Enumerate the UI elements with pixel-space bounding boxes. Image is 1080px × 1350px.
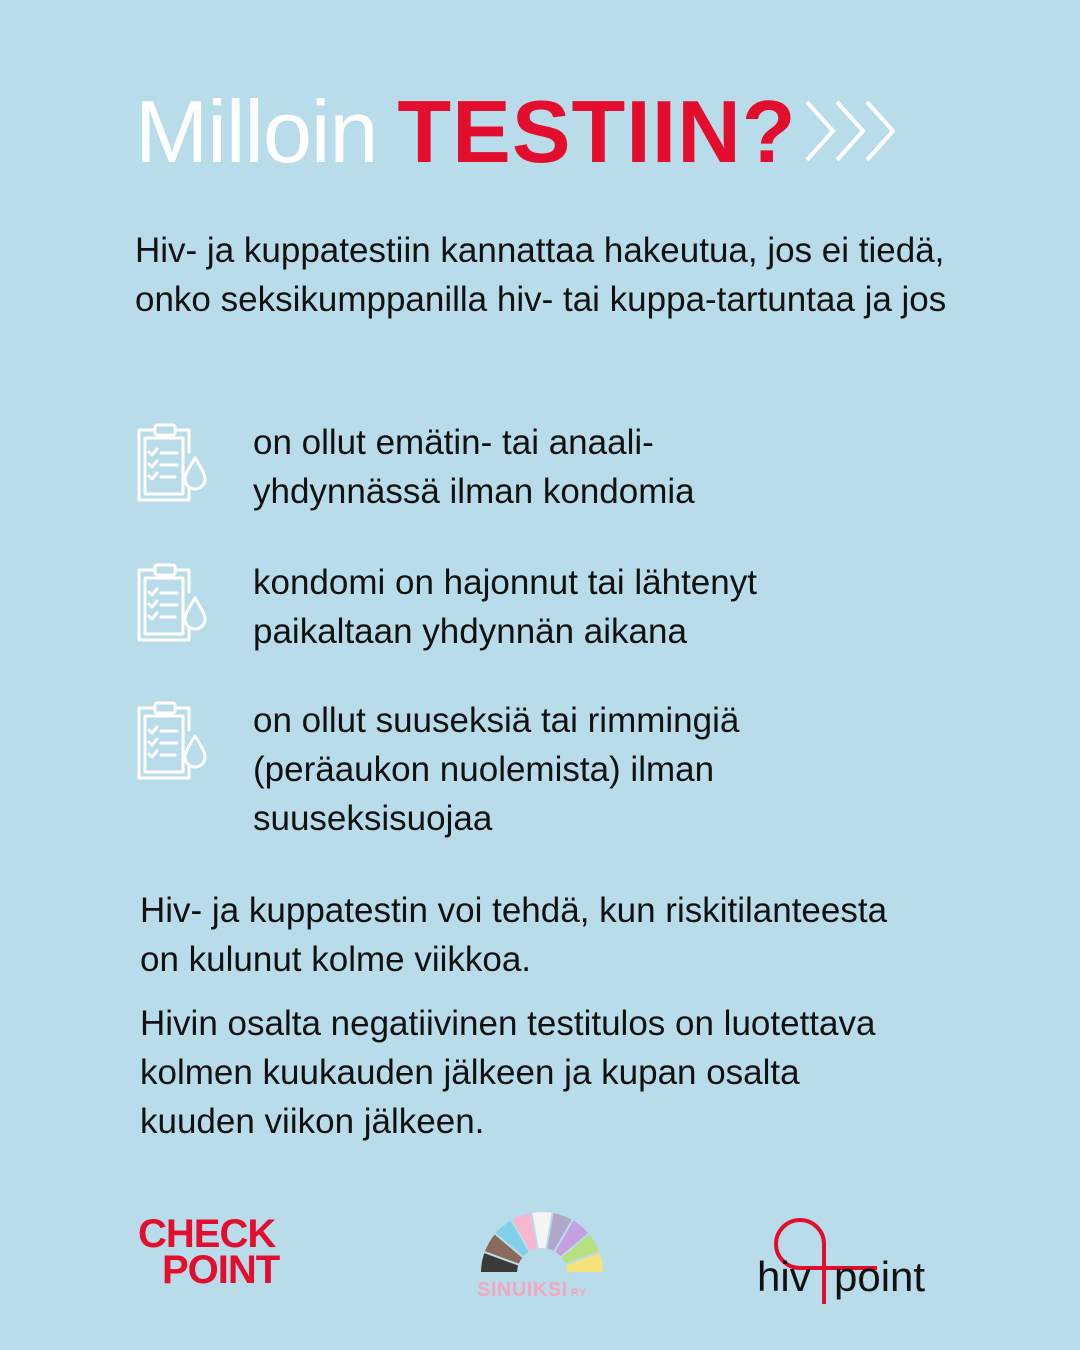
triple-chevron-right-icon <box>803 98 903 164</box>
clipboard-checklist-drop-icon <box>133 700 207 782</box>
clipboard-checklist-drop-icon <box>133 562 207 644</box>
list-item-text: on ollut suuseksiä tai rimmingiä (peräaukon nuolemista) ilman suuseksisuojaa <box>253 701 740 838</box>
list-item <box>133 558 1013 696</box>
hivpoint-logo: hiv point <box>755 1200 955 1310</box>
list-item <box>133 696 1013 856</box>
title-light: Milloin <box>135 82 378 181</box>
clipboard-checklist-drop-icon <box>133 422 207 504</box>
testing-time-paragraph: Hiv- ja kuppatestin voi tehdä, kun riskitilanteesta on kulunut kolme viikkoa. <box>140 891 888 979</box>
intro-text: Hiv- ja kuppatestiin kannattaa hakeutua, jos ei tiedä, onko seksikumppanilla hiv- tai kuppa-tartuntaa ja jos <box>135 231 947 319</box>
sinuiksi-logo: SINUIKSI RY <box>475 1195 610 1305</box>
list-item-text: on ollut emätin- tai anaali- yhdynnässä ilman kondomia <box>253 423 695 511</box>
list-item-text: kondomi on hajonnut tai lähtenyt paikaltaan yhdynnän aikana <box>253 563 757 651</box>
reliability-paragraph: Hivin osalta negatiivinen testitulos on luotettava kolmen kuukauden jälkeen ja kupan osalta kuuden viikon jälkeen. <box>140 1004 876 1141</box>
page-title <box>135 82 797 182</box>
list-item <box>133 418 1013 558</box>
title-bold: TESTIIN? <box>397 82 797 181</box>
risk-list <box>133 418 1013 856</box>
checkpoint-logo: CHECK POINT <box>138 1212 280 1292</box>
rainbow-arc-icon <box>475 1195 610 1275</box>
